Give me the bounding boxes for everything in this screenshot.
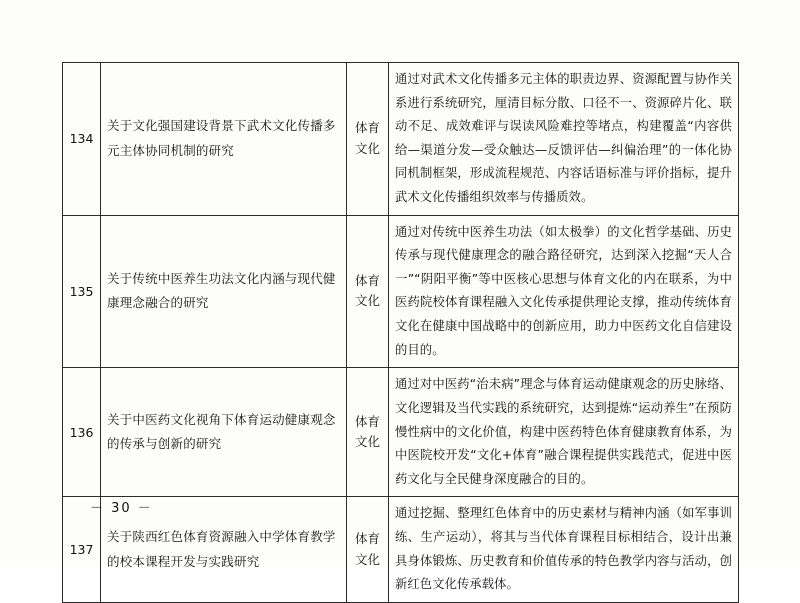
row-category-line2: 文化	[354, 551, 380, 567]
row-category-line1: 体育	[354, 530, 380, 546]
row-title: 关于文化强国建设背景下武术文化传播多元主体协同机制的研究	[101, 63, 347, 216]
table-row	[63, 497, 739, 602]
row-description: 通过对中医药“治未病”理念与体育运动健康观念的历史脉络、文化逻辑及当代实践的系统研究，达到提炼“运动养生”在预防慢性病中的文化价值，构建中医药特色体育健康教育体系，为中医院校开发“文化+体育”融合课程提供实践范式，促进中医药文化与全民健身深度融合的目的。	[389, 368, 739, 497]
row-title: 关于中医药文化视角下体育运动健康观念的传承与创新的研究	[101, 368, 347, 497]
table-row	[63, 63, 739, 216]
row-number: 137	[63, 497, 101, 602]
row-category-line1: 体育	[354, 413, 380, 429]
row-category-line2: 文化	[354, 293, 380, 309]
row-description: 通过挖掘、整理红色体育中的历史素材与精神内涵（如军事训练、生产运动），将其与当代体育课程目标相结合，设计出兼具身体锻炼、历史教育和价值传承的特色教学内容与活动，创新红色文化传承载体。	[389, 497, 739, 602]
row-category-line2: 文化	[354, 140, 380, 156]
row-number: 135	[63, 215, 101, 368]
row-category-line1: 体育	[354, 272, 380, 288]
row-title: 关于传统中医养生功法文化内涵与现代健康理念融合的研究	[101, 215, 347, 368]
row-description: 通过对传统中医养生功法（如太极拳）的文化哲学基础、历史传承与现代健康理念的融合路径研究，达到深入挖掘“天人合一”“阴阳平衡”等中医核心思想与体育文化的内在联系，为中医药院校体育课程融入文化传承提供理论支撑，推动传统体育文化在健康中国战略中的创新应用，助力中医药文化自信建设的目的。	[389, 215, 739, 368]
row-title: 关于陕西红色体育资源融入中学体育教学的校本课程开发与实践研究	[101, 497, 347, 602]
table-row	[63, 215, 739, 368]
table-row	[63, 368, 739, 497]
page-number: － 30 －	[90, 501, 153, 516]
row-category-line2: 文化	[354, 434, 380, 450]
row-number: 134	[63, 63, 101, 216]
row-category	[347, 497, 389, 602]
row-description: 通过对武术文化传播多元主体的职责边界、资源配置与协作关系进行系统研究，厘清目标分散、口径不一、资源碎片化、联动不足、成效难评与误读风险难控等堵点，构建覆盖“内容供给—渠道分发—受众触达—反馈评估—纠偏治理”的一体化协同机制框架，形成流程规范、内容话语标准与评价指标，提升武术文化传播组织效率与传播质效。	[389, 63, 739, 216]
row-category	[347, 368, 389, 497]
row-category-line1: 体育	[354, 120, 380, 136]
project-list-table	[62, 62, 739, 603]
row-category	[347, 63, 389, 216]
project-list-table-wrapper	[62, 62, 738, 603]
row-category	[347, 215, 389, 368]
row-number: 136	[63, 368, 101, 497]
